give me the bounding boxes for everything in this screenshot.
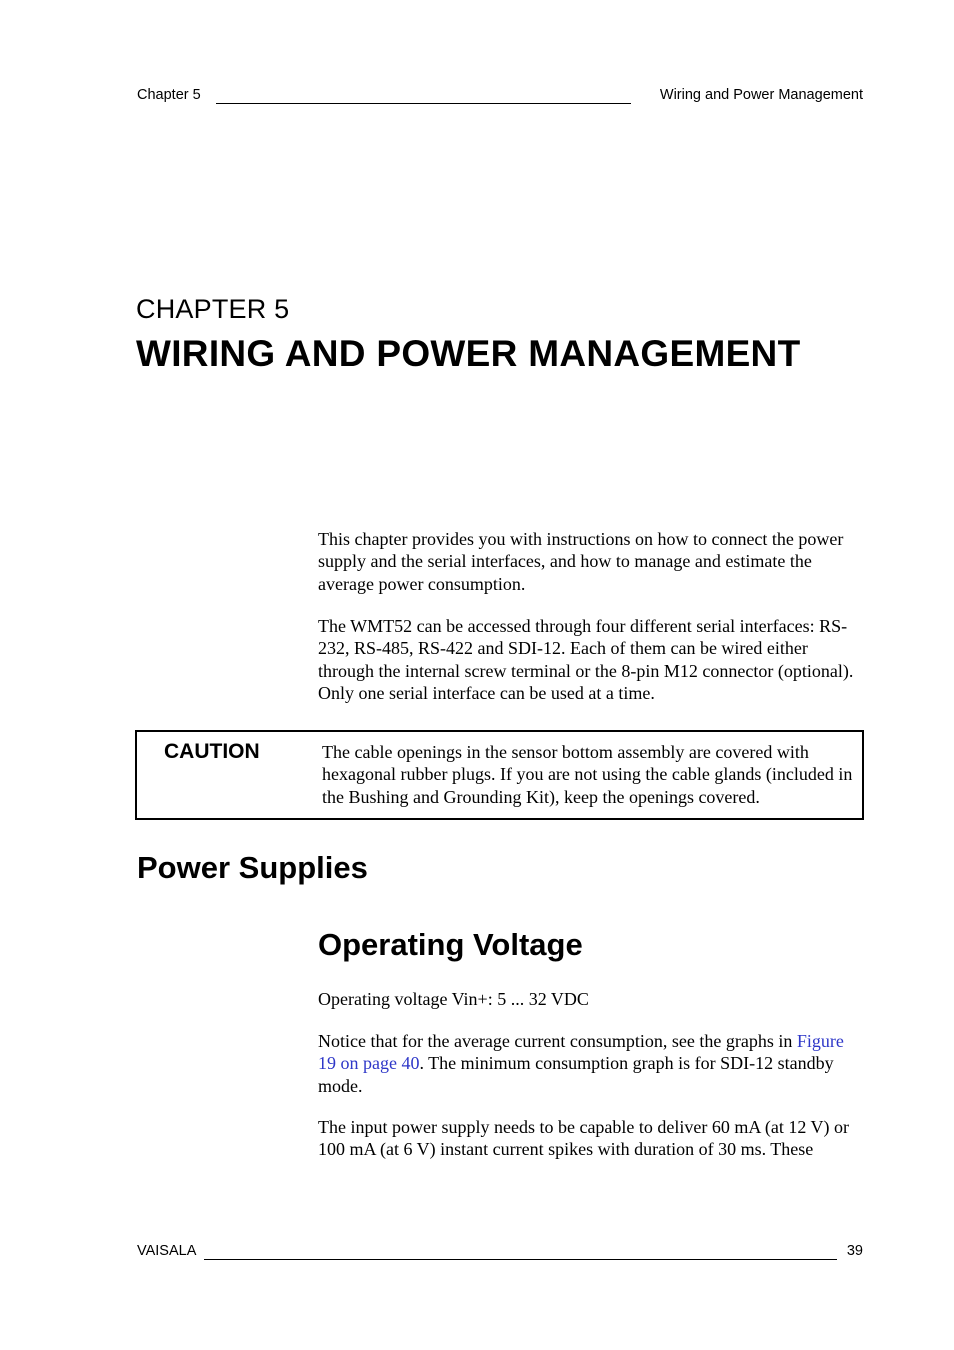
- figure-link[interactable]: Figure 19 on page 40: [318, 1031, 844, 1074]
- caution-box: [135, 730, 864, 820]
- chapter-number: CHAPTER 5: [136, 294, 290, 324]
- interfaces-paragraph: The WMT52 can be accessed through four different serial interfaces: RS-232, RS-485, RS-422 and SDI-12. Each of them can be wired either through the internal screw terminal or the 8-pin M12 connector (optional). Only one serial interface can be used at a time.: [318, 616, 854, 704]
- subsection-heading: Operating Voltage: [318, 927, 583, 962]
- page-header: [137, 87, 863, 107]
- caution-label: CAUTION: [164, 740, 260, 763]
- intro-paragraph: This chapter provides you with instructions on how to connect the power supply and the serial interfaces, and how to manage and estimate the average power consumption.: [318, 529, 844, 594]
- header-chapter-title: Wiring and Power Management: [659, 87, 863, 103]
- footer-rule: [204, 1259, 837, 1260]
- header-chapter-label: Chapter 5: [137, 87, 201, 103]
- notice-text-end: . The minimum consumption graph is for SDI-12 standby mode.: [318, 1053, 834, 1096]
- footer-company: VAISALA: [137, 1243, 197, 1259]
- caution-text: The cable openings in the sensor bottom assembly are covered with hexagonal rubber plugs. If you are not using the cable glands (included in the Bushing and Grounding Kit), keep the openings covered.: [322, 742, 853, 807]
- operating-voltage-paragraph: Operating voltage Vin+: 5 ... 32 VDC: [318, 989, 589, 1009]
- notice-text-start: Notice that for the average current consumption, see the graphs in: [318, 1031, 797, 1051]
- header-rule: [216, 103, 631, 104]
- chapter-title: WIRING AND POWER MANAGEMENT: [136, 333, 801, 374]
- page-number: 39: [846, 1243, 863, 1259]
- page-footer: [137, 1243, 863, 1263]
- input-supply-paragraph: The input power supply needs to be capable to deliver 60 mA (at 12 V) or 100 mA (at 6 V) instant current spikes with duration of 30 ms. These: [318, 1117, 850, 1160]
- notice-paragraph: [318, 1030, 866, 1097]
- section-heading: Power Supplies: [137, 850, 368, 885]
